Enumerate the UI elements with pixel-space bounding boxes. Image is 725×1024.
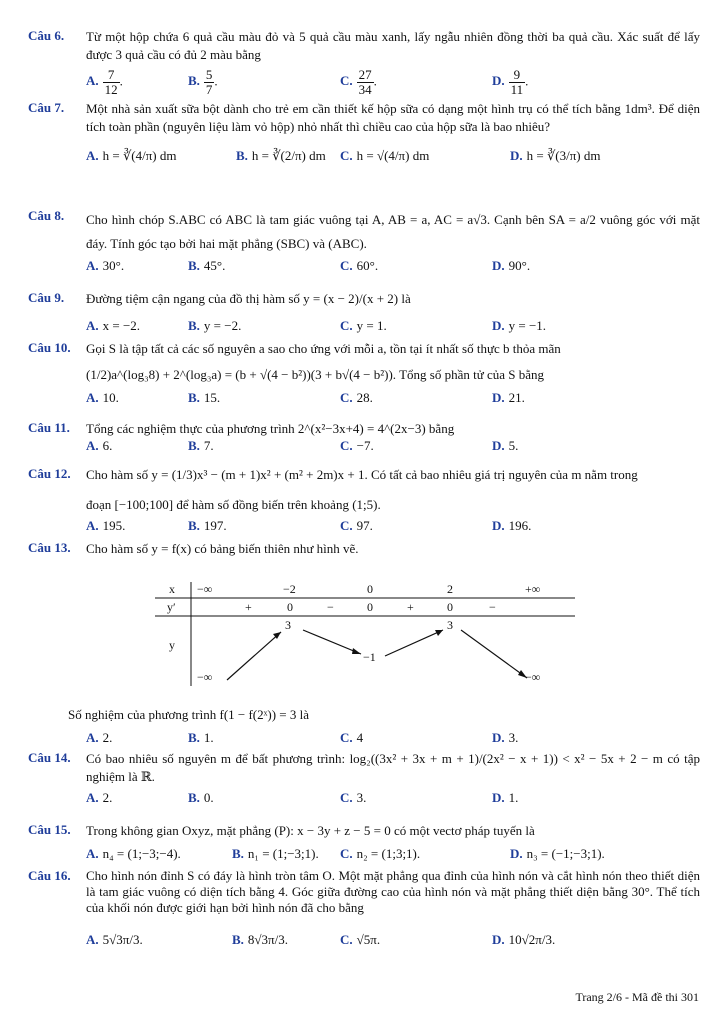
y-val: 3: [285, 618, 291, 632]
question-7: [28, 100, 700, 174]
question-text: Từ một hộp chứa 6 quả cầu màu đỏ và 5 quả cầu màu xanh, lấy ngẫu nhiên đồng thời ba quả cầu. Xác suất để lấy được 3 quả cầu có đủ 2 màu bằng: [86, 29, 700, 62]
question-11: [28, 420, 700, 464]
option-letter: B.: [188, 438, 200, 453]
option-a[interactable]: h = ∛(4/π) dm: [102, 148, 177, 163]
options-row: [86, 258, 700, 284]
option-a[interactable]: n₄ = (1;−3;−4).: [102, 846, 181, 861]
option-letter: A.: [86, 438, 99, 453]
option-letter: A.: [86, 318, 99, 333]
option-letter: D.: [492, 730, 505, 745]
question-15: [28, 822, 700, 872]
question-14: [28, 750, 700, 816]
yprime-label: y′: [167, 600, 176, 614]
question-13: [28, 540, 700, 558]
option-b[interactable]: h = ∛(2/π) dm: [251, 148, 326, 163]
option-letter: C.: [340, 438, 353, 453]
option-b[interactable]: 0.: [203, 790, 214, 805]
option-letter: A.: [86, 846, 99, 861]
y-label: y: [169, 638, 175, 652]
option-letter: D.: [510, 846, 523, 861]
y-val: −∞: [525, 670, 541, 684]
question-text: Cho hình nón đỉnh S có đáy là hình tròn tâm O. Một mặt phẳng qua đỉnh của hình nón và cắt hình nón theo thiết diện là tam giác vuông có diện tích bằng 4. Góc giữa đường cao của hình nón và mặt phẳng thiết diện bằng 30°. Thể tích của khối nón được giới hạn bởi hình nón đã cho bằng: [86, 868, 700, 915]
option-letter: C.: [340, 258, 353, 273]
question-10: [28, 340, 700, 416]
option-b[interactable]: 1.: [203, 730, 214, 745]
option-b[interactable]: 15.: [203, 390, 221, 405]
question-text: Cho hình chóp S.ABC có ABC là tam giác vuông tại A, AB = a, AC = a√3. Cạnh bên SA = a/2 vuông góc với mặt đáy. Tính góc tạo bởi hai mặt phẳng (SBC) và (ABC).: [86, 212, 700, 251]
option-letter: B.: [232, 846, 244, 861]
option-b[interactable]: 7.: [203, 438, 214, 453]
option-letter: A.: [86, 390, 99, 405]
option-b[interactable]: 45°.: [203, 258, 226, 273]
question-number: Câu 9.: [28, 290, 65, 305]
question-number: Câu 10.: [28, 340, 71, 355]
options-row: [86, 148, 700, 174]
option-d[interactable]: h = ∛(3/π) dm: [526, 148, 601, 163]
option-letter: C.: [340, 390, 353, 405]
option-letter: D.: [492, 318, 505, 333]
options-row: [86, 390, 700, 416]
option-letter: C.: [340, 846, 353, 861]
option-letter: A.: [86, 258, 99, 273]
sign: +: [407, 600, 414, 614]
x-val: 2: [447, 582, 453, 596]
x-val: 0: [367, 582, 373, 596]
option-c[interactable]: y = 1.: [356, 318, 387, 333]
question-number: Câu 7.: [28, 100, 65, 115]
question-number: Câu 13.: [28, 540, 71, 555]
question-16: [28, 868, 700, 958]
question-text-2: (1/2)a^(log₃8) + 2^(log₃a) = (b + √(4 − b²))(3 + b√(4 − b²)). Tổng số phần tử của S bằng: [86, 367, 545, 382]
question-text: Đường tiệm cận ngang của đồ thị hàm số y = (x − 2)/(x + 2) là: [86, 291, 411, 306]
options-row: [86, 932, 700, 958]
variation-table: [155, 578, 575, 686]
question-number: Câu 12.: [28, 466, 71, 481]
option-letter: A.: [86, 73, 99, 89]
question-number: Câu 15.: [28, 822, 71, 837]
option-letter: C.: [340, 730, 353, 745]
question-13-continued: [28, 706, 700, 756]
option-letter: C.: [340, 932, 353, 947]
option-a[interactable]: 10.: [102, 390, 119, 405]
options-row: A. $\frac{7}{12}$ . B. $\frac{5}{7}$ . C. $\frac{27}{34}$ . D. $\frac{9}{11}$ .: [86, 67, 529, 97]
option-letter: B.: [188, 318, 200, 333]
sign: −: [327, 600, 334, 614]
option-letter: B.: [236, 148, 248, 163]
option-c[interactable]: 4: [356, 730, 364, 745]
question-9: [28, 290, 700, 344]
option-d[interactable]: 21.: [508, 390, 525, 405]
option-letter: B.: [188, 730, 200, 745]
option-c[interactable]: 60°.: [356, 258, 379, 273]
question-number: Câu 16.: [28, 868, 71, 883]
option-letter: B.: [188, 73, 200, 89]
option-letter: B.: [188, 518, 200, 533]
option-letter: B.: [232, 932, 244, 947]
option-letter: D.: [492, 790, 505, 805]
page-footer: Trang 2/6 - Mã đề thi 301: [575, 990, 699, 1004]
option-letter: B.: [188, 390, 200, 405]
variation-table-lines: [155, 578, 575, 686]
option-letter: A.: [86, 148, 99, 163]
question-number: Câu 8.: [28, 208, 65, 223]
option-letter: D.: [492, 390, 505, 405]
option-letter: B.: [188, 258, 200, 273]
question-text: Tổng các nghiệm thực của phương trình 2^(x²−3x+4) = 4^(2x−3) bằng: [86, 421, 455, 436]
x-label: x: [169, 582, 175, 596]
option-b[interactable]: 197.: [203, 518, 227, 533]
option-letter: A.: [86, 518, 99, 533]
option-letter: C.: [340, 790, 353, 805]
option-letter: A.: [86, 932, 99, 947]
option-c[interactable]: −7.: [356, 438, 374, 453]
option-letter: A.: [86, 730, 99, 745]
option-letter: D.: [492, 518, 505, 533]
question-12: [28, 466, 700, 544]
question-text: Cho hàm số y = f(x) có bảng biến thiên như hình vẽ.: [86, 541, 359, 556]
y-val: −∞: [197, 670, 213, 684]
option-a[interactable]: 195.: [102, 518, 126, 533]
question-number: Câu 14.: [28, 750, 71, 765]
question-text-2: Số nghiệm của phương trình f(1 − f(2ˣ)) = 3 là: [68, 707, 310, 722]
question-text: Có bao nhiêu số nguyên m để bất phương trình: log₂((3x² + 3x + m + 1)/(2x² − x + 1)) < x² − 5x + 2 − m có tập nghiệm là ℝ.: [86, 751, 700, 784]
option-letter: D.: [492, 73, 505, 89]
option-c[interactable]: 28.: [356, 390, 373, 405]
question-text: Cho hàm số y = (1/3)x³ − (m + 1)x² + (m² + 2m)x + 1. Có tất cả bao nhiêu giá trị nguyên của m nằm trong: [86, 467, 638, 482]
question-text: Gọi S là tập tất cả các số nguyên a sao cho ứng với mỗi a, tồn tại ít nhất số thực b thỏa mãn: [86, 341, 561, 356]
option-letter: C.: [340, 148, 353, 163]
option-b[interactable]: n₁ = (1;−3;1).: [247, 846, 319, 861]
option-d[interactable]: 5.: [508, 438, 519, 453]
question-number: Câu 6.: [28, 28, 65, 43]
question-8: [28, 208, 700, 284]
option-c[interactable]: n₂ = (1;3;1).: [356, 846, 421, 861]
x-val: −∞: [197, 582, 213, 596]
option-d[interactable]: y = −1.: [508, 318, 547, 333]
option-c[interactable]: 3.: [356, 790, 367, 805]
option-a[interactable]: x = −2.: [102, 318, 141, 333]
option-a[interactable]: 30°.: [102, 258, 125, 273]
option-a[interactable]: 2.: [102, 790, 113, 805]
question-number: Câu 11.: [28, 420, 70, 435]
option-d[interactable]: 3.: [508, 730, 519, 745]
option-d[interactable]: 1.: [508, 790, 519, 805]
option-letter: D.: [510, 148, 523, 163]
x-val: −2: [283, 582, 296, 596]
option-letter: B.: [188, 790, 200, 805]
question-6: [28, 28, 700, 97]
option-c[interactable]: √5π.: [356, 932, 381, 947]
sign: +: [245, 600, 252, 614]
option-letter: C.: [340, 73, 353, 89]
sign: −: [489, 600, 496, 614]
sign: 0: [447, 600, 453, 614]
option-letter: A.: [86, 790, 99, 805]
option-letter: D.: [492, 258, 505, 273]
option-letter: D.: [492, 932, 505, 947]
sign: 0: [287, 600, 293, 614]
option-b[interactable]: 8√3π/3.: [247, 932, 288, 947]
option-a[interactable]: 2.: [102, 730, 113, 745]
option-a[interactable]: 6.: [102, 438, 113, 453]
option-c[interactable]: h = √(4/π) dm: [356, 148, 430, 163]
options-row: [86, 438, 700, 464]
option-letter: C.: [340, 318, 353, 333]
question-text-2: đoạn [−100;100] để hàm số đồng biến trên khoảng (1;5).: [86, 497, 381, 512]
y-val: 3: [447, 618, 453, 632]
y-val: −1: [363, 650, 376, 664]
options-row: [86, 790, 700, 816]
question-text: Trong không gian Oxyz, mặt phẳng (P): x − 3y + z − 5 = 0 có một vectơ pháp tuyến là: [86, 823, 535, 838]
option-letter: D.: [492, 438, 505, 453]
option-b[interactable]: y = −2.: [203, 318, 242, 333]
x-val: +∞: [525, 582, 541, 596]
sign: 0: [367, 600, 373, 614]
option-d[interactable]: n₃ = (−1;−3;1).: [526, 846, 605, 861]
option-c[interactable]: 97.: [356, 518, 373, 533]
option-letter: C.: [340, 518, 353, 533]
option-d[interactable]: 90°.: [508, 258, 531, 273]
option-d[interactable]: 196.: [508, 518, 532, 533]
option-d[interactable]: 10√2π/3.: [508, 932, 556, 947]
question-text: Một nhà sản xuất sữa bột dành cho trẻ em cần thiết kế hộp sữa có dạng một hình trụ có thể tích bằng 1dm³. Để diện tích toàn phần (nguyên liệu làm vỏ hộp) nhỏ nhất thì chiều cao của hộp sữa là bao nhiêu?: [86, 101, 700, 134]
option-a[interactable]: 5√3π/3.: [102, 932, 143, 947]
